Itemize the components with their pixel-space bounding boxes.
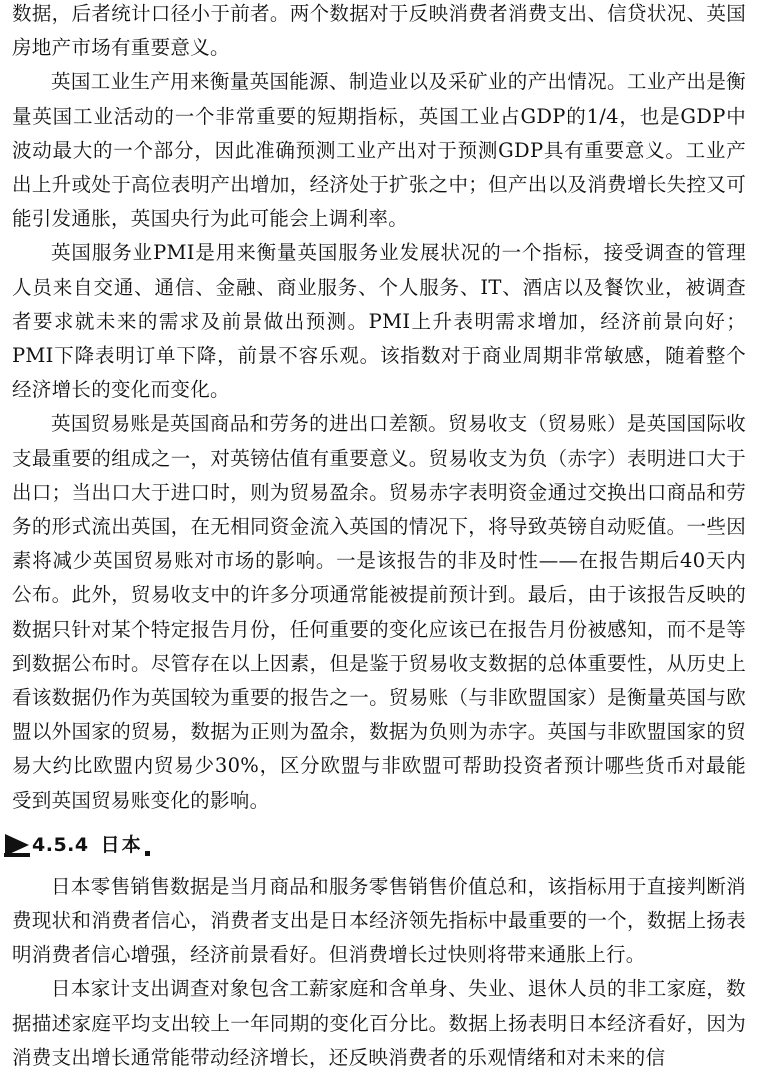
paragraph-japan-retail-sales: 日本零售销售数据是当月商品和服务零售销售价值总和，该指标用于直接判断消费现状和消费者信心，消费者支出是日本经济领先指标中最重要的一个，数据上扬表明消费者信心增强，经济前景看好。但消费增长过快则将带来通胀上行。 <box>12 874 746 967</box>
paragraph-uk-industrial-production: 英国工业生产用来衡量英国能源、制造业以及采矿业的产出情况。工业产出是衡量英国工业活动的一个非常重要的短期指标，英国工业占GDP的1/4，也是GDP中波动最大的一个部分，因此准确预测工业产出对于预测GDP具有重要意义。工业产出上升或处于高位表明产出增加，经济处于扩张之中；但产出以及消费增长失控又可能引发通胀，英国央行为此可能会上调利率。 <box>12 70 746 231</box>
paragraph-uk-services-pmi: 英国服务业PMI是用来衡量英国服务业发展状况的一个指标，接受调查的管理人员来自交通、通信、金融、商业服务、个人服务、IT、酒店以及餐饮业，被调查者要求就未来的需求及前景做出预测。PMI上升表明需求增加，经济前景向好；PMI下降表明订单下降，前景不容乐观。该指数对于商业周期非常敏感，随着整个经济增长的变化而变化。 <box>12 241 746 402</box>
paragraph-uk-retail-tail: 数据，后者统计口径小于前者。两个数据对于反映消费者消费支出、信贷状况、英国房地产市场有重要意义。 <box>12 2 746 60</box>
section-number: 4.5.4 <box>32 833 89 856</box>
section-title: 日本 <box>100 833 143 856</box>
heading-end-square-icon <box>145 851 150 856</box>
paragraph-uk-trade-balance: 英国贸易账是英国商品和劳务的进出口差额。贸易收支（贸易账）是英国国际收支最重要的组成之一，对英镑估值有重要意义。贸易收支为负（赤字）表明进口大于出口；当出口大于进口时，则为贸易盈余。贸易赤字表明资金通过交换出口商品和劳务的形式流出英国，在无相同资金流入英国的情况下，将导致英镑自动贬值。一些因素将减少英国贸易账对市场的影响。一是该报告的非及时性——在报告期后40天内公布。此外，贸易收支中的许多分项通常能被提前预计到。最后，由于该报告反映的数据只针对某个特定报告月份，任何重要的变化应该已在报告月份被感知，而不是等到数据公布时。尽管存在以上因素，但是鉴于贸易收支数据的总体重要性，从历史上看该数据仍作为英国较为重要的报告之一。贸易账（与非欧盟国家）是衡量英国与欧盟以外国家的贸易，数据为正则为盈余，数据为负则为赤字。英国与非欧盟国家的贸易大约比欧盟内贸易少30%，区分欧盟与非欧盟可帮助投资者预计哪些货币对最能受到英国贸易账变化的影响。 <box>12 412 746 812</box>
section-heading-japan <box>4 822 746 868</box>
paragraph-japan-household-spending: 日本家计支出调查对象包含工薪家庭和含单身、失业、退休人员的非工家庭，数据描述家庭平均支出较上一年同期的变化百分比。数据上扬表明日本经济看好，因为消费支出增长通常能带动经济增长，还反映消费者的乐观情绪和对未来的信 <box>12 977 746 1069</box>
triangle-marker-icon <box>4 833 30 857</box>
